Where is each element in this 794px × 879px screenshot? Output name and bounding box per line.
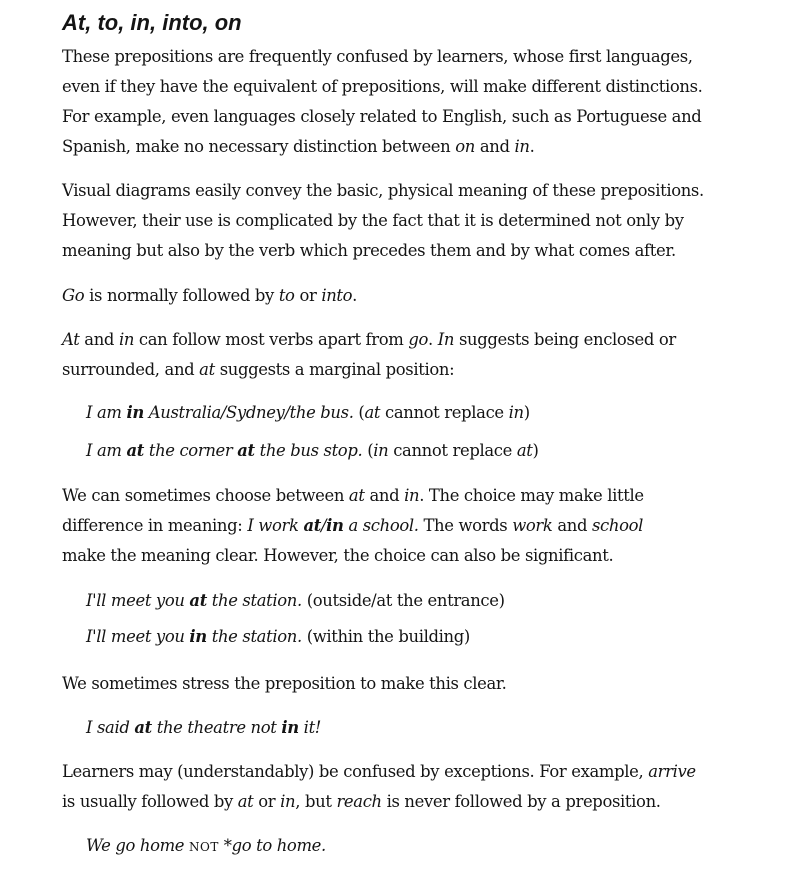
paragraph-stress [62,669,782,699]
paragraph-exceptions [62,757,782,817]
text-line: difference in meaning: I work at/in a school. The words work and school [62,516,644,535]
text-line: Learners may (understandably) be confused by exceptions. For example, arrive [62,762,696,781]
section-title: At, to, in, into, on [62,10,242,35]
text-line: meaning but also by the verb which precedes them and by what comes after. [62,241,676,260]
text-line: Spanish, make no necessary distinction between on and in. [62,137,535,156]
example-sentence: I'll meet you in the station. (within the building) [86,627,470,646]
text-line: Visual diagrams easily convey the basic, physical meaning of these prepositions. [62,181,704,200]
text-line: For example, even languages closely related to English, such as Portuguese and [62,107,702,126]
text-line: We sometimes stress the preposition to make this clear. [62,674,507,693]
paragraph-go [62,281,782,311]
paragraph-visual-diagrams [62,176,782,266]
text-line: However, their use is complicated by the fact that it is determined not only by [62,211,684,230]
text-line: is usually followed by at or in, but reach is never followed by a preposition. [62,792,661,811]
paragraph-at-in [62,325,782,385]
text-line: At and in can follow most verbs apart from go. In suggests being enclosed or [62,330,676,349]
text-line: make the meaning clear. However, the choice can also be significant. [62,546,614,565]
paragraph-intro [62,42,782,162]
text-line: surrounded, and at suggests a marginal position: [62,360,455,379]
example-sentence: I am at the corner at the bus stop. (in cannot replace at) [86,441,539,460]
text-line: We can sometimes choose between at and in. The choice may make little [62,486,644,505]
example-sentence: I am in Australia/Sydney/the bus. (at cannot replace in) [86,403,530,422]
text-line: Go is normally followed by to or into. [62,286,358,305]
paragraph-choice [62,481,782,571]
example-sentence: I'll meet you at the station. (outside/at the entrance) [86,591,505,610]
example-sentence: We go home NOT *go to home. [86,836,326,855]
example-sentence: I said at the theatre not in it! [86,718,322,737]
text-line: These prepositions are frequently confused by learners, whose first languages, [62,47,693,66]
text-line: even if they have the equivalent of prepositions, will make different distinctions. [62,77,703,96]
